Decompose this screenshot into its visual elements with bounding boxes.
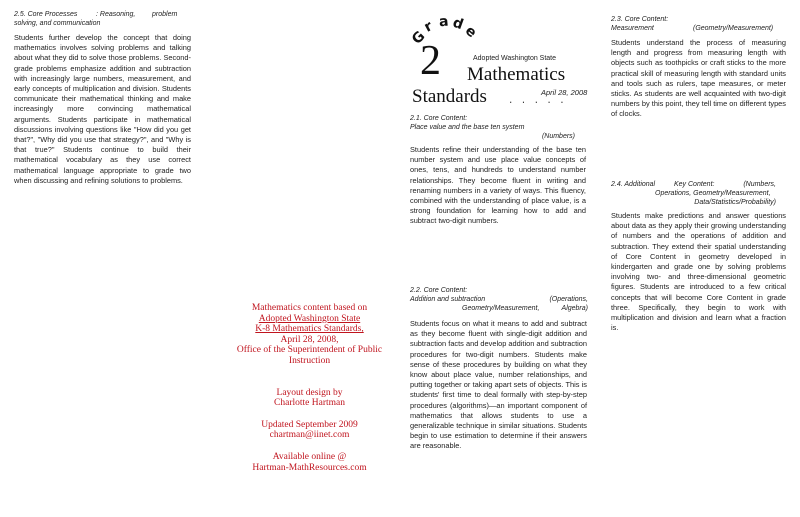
- credits-line: K-8 Mathematics Standards,: [255, 324, 364, 335]
- standards-title: Standards: [412, 86, 487, 107]
- heading-part: 2.3. Core Content:: [611, 16, 669, 23]
- heading-part: 2.5. Core Processes: [14, 11, 78, 18]
- grade-letter: r: [421, 18, 436, 36]
- heading-part: Place value and the base ten system: [410, 124, 525, 131]
- heading-part: Geometry/Measurement,: [462, 305, 540, 312]
- heading-part: Data/Statistics/Probability): [694, 199, 776, 206]
- section-2-3-body: Students understand the process of measuring length and progress from measuring length with objects such as toothpicks or craft sticks to the more practical skill of measuring length with standard units and tools such as rulers, tape measures, or meter sticks. As students are well acquainted with two-digit numbers by this point, they tell time on different types of clocks.: [611, 38, 786, 119]
- mathematics-title: Mathematics: [467, 64, 566, 85]
- section-2-4-heading: [611, 180, 776, 208]
- heading-part: 2.2. Core Content:: [410, 287, 468, 294]
- section-2-2-heading: [410, 286, 588, 314]
- credits-line: April 28, 2008,: [280, 334, 339, 345]
- section-2-4-body: Students make predictions and answer questions about data as they apply their growing understanding of numbers and the operations of addition and subtraction. They extend their spatial understanding of Core Content in geometry developed in kindergarten and grade one by solving problems involving two- and three-dimensional geometric figures. Students are introduced to a few critical concepts that will become Core Content in grade three. Specifically, they begin to work with multiplication and division and learn what a fraction is.: [611, 211, 786, 333]
- section-2-1-heading: [410, 114, 575, 142]
- credits-line: Adopted Washington State: [258, 313, 361, 324]
- section-2-2-body: Students focus on what it means to add and subtract as they become fluent with single-digit addition and subtraction facts and develop addition and subtraction procedures for two-digit numbers. Students make sense of these procedures by building on what they know about place value, number relationships, and putting together or taking apart sets of objects. This is students' first time to deal formally with step-by-step procedures (algorithms)—an important component of mathematics that allows students to use a generalizable technique in similar situations. Students begin to use estimation to determine if their answers are reasonable.: [410, 319, 587, 451]
- grade-letter: e: [461, 22, 480, 42]
- heading-part: 2.1. Core Content:: [410, 115, 468, 122]
- title-dots: . . . . .: [508, 96, 566, 106]
- credits-line: Instruction: [288, 355, 331, 366]
- section-2-5-body: Students further develop the concept that doing mathematics involves solving problems and talking about what they did to solve those problems. Second-grade problems emphasize addition and subtraction with increasingly large numbers, measurement, and early concepts of multiplication and division. Students communicate their mathematical thinking and make increasingly more convincing mathematical arguments. Students participate in mathematical discussions involving questions like "How did you get that?", "Why did you use that strategy?", and "Why is that true?" Students continue to build their mathematical vocabulary as they use correct mathematical language appropriate to grade two when discussing and refining solutions to problems.: [14, 33, 191, 185]
- credits-line: Office of the Superintendent of Public: [236, 345, 383, 356]
- grade-letter: a: [438, 13, 450, 31]
- credits-line: Updated September 2009: [261, 419, 358, 430]
- heading-part: (Operations,: [549, 296, 588, 303]
- heading-part: : Reasoning,: [96, 11, 136, 18]
- heading-part: 2.4. Additional: [611, 181, 656, 188]
- heading-part: (Numbers,: [743, 181, 776, 188]
- section-2-3-heading: [611, 15, 784, 34]
- heading-part: solving, and communication: [14, 20, 101, 27]
- credits-line: Mathematics content based on: [251, 303, 368, 313]
- grade-number: 2: [420, 38, 441, 84]
- heading-part: Operations, Geometry/Measurement,: [655, 190, 771, 197]
- heading-part: Key Content:: [674, 181, 715, 188]
- heading-part: Algebra): [561, 305, 588, 312]
- heading-part: problem: [152, 11, 178, 18]
- credits-line: Layout design by: [276, 387, 343, 398]
- grade-letter: d: [450, 14, 466, 34]
- credits-block: [222, 303, 397, 473]
- heading-part: Measurement: [611, 25, 654, 32]
- heading-part: (Numbers): [541, 133, 575, 140]
- section-2-5-heading: [14, 10, 192, 30]
- heading-part: Addition and subtraction: [410, 296, 486, 303]
- adopted-label: Adopted Washington State: [473, 55, 557, 62]
- section-2-1-body: Students refine their understanding of the base ten number system and use place value concepts of ones, tens, and hundreds to understand number relationships. They become fluent in writing and renaming numbers in a variety of ways. This fluency, combined with the understanding of place value, is a strong foundation for learning how to add and subtract two-digit numbers.: [410, 145, 586, 226]
- credits-line: Charlotte Hartman: [274, 398, 345, 409]
- credits-line: Available online @: [272, 451, 347, 462]
- heading-part: (Geometry/Measurement): [693, 25, 774, 32]
- grade-letter: G: [409, 28, 429, 48]
- credits-email: chartman@iinet.com: [269, 430, 350, 441]
- credits-website: Hartman-MathResources.com: [252, 462, 367, 473]
- adoption-date: April 28, 2008: [541, 88, 588, 97]
